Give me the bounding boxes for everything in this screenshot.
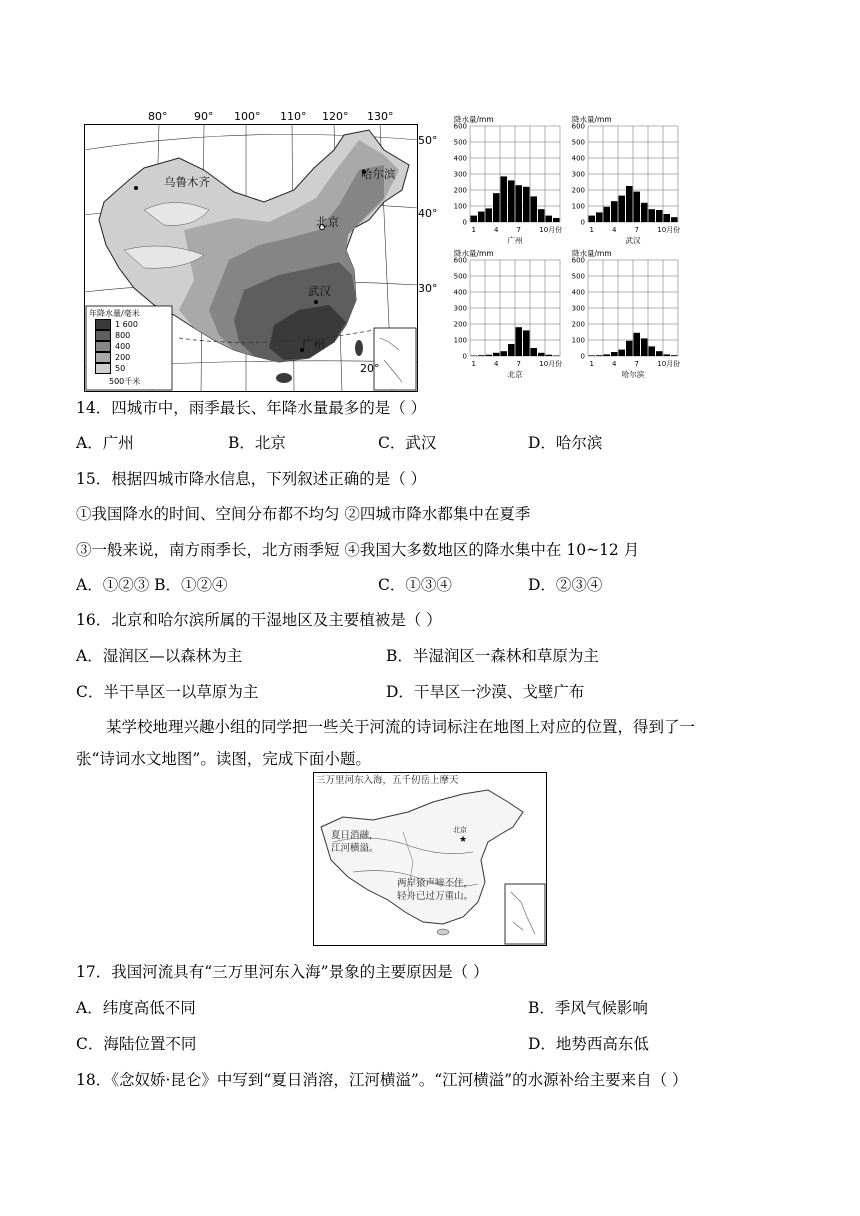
q15-stem: 15．根据四城市降水信息，下列叙述正确的是（ ） — [76, 470, 427, 488]
intro-line-1: 某学校地理兴趣小组的同学把一些关于河流的诗词标注在地图上对应的位置，得到了一 — [106, 718, 696, 736]
bar-chart-3 — [566, 248, 736, 380]
bar — [508, 180, 515, 222]
y-tick-label: 200 — [453, 186, 467, 195]
city-label-guangzhou: 广州 — [302, 337, 325, 351]
poem-left-text-2: 江河横溢。 — [331, 843, 379, 854]
y-axis-title: 降水量/mm — [572, 249, 612, 258]
q18-stem: 18．《念奴娇·昆仑》中写到“夏日消溶，江河横溢”。“江河横溢”的水源补给主要来自（ ） — [76, 1071, 688, 1089]
lon-label: 120° — [322, 110, 349, 123]
x-tick-label: 10月份 — [539, 226, 563, 234]
city-label-harbin: 哈尔滨 — [361, 167, 396, 181]
y-tick-label: 100 — [571, 202, 585, 211]
bar — [546, 216, 553, 222]
bar — [626, 341, 633, 356]
x-tick-label: 7 — [634, 360, 639, 368]
legend-swatch — [95, 341, 111, 352]
q17-option-d[interactable]: D．地势西高东低 — [528, 1035, 649, 1053]
q16-option-a[interactable]: A．湿润区—以森林为主 — [76, 647, 243, 665]
q16-option-d[interactable]: D．干旱区一沙漠、戈壁广布 — [386, 683, 585, 701]
bar — [493, 193, 500, 222]
y-tick-label: 300 — [571, 170, 585, 179]
q17-option-c[interactable]: C．海陆位置不同 — [76, 1035, 197, 1053]
city-label-wuhan: 武汉 — [308, 284, 331, 298]
chart-city-title: 北京 — [507, 370, 523, 379]
y-tick-label: 0 — [462, 218, 467, 227]
poem-top-text: 三万里河东入海，五千仞岳上摩天 — [316, 775, 459, 786]
bar — [619, 196, 626, 222]
q15-option-ab[interactable]: A．①②③ B．①②④ — [76, 576, 228, 594]
y-tick-label: 400 — [453, 154, 467, 163]
y-tick-label: 400 — [571, 154, 585, 163]
legend-label: 400 — [115, 342, 131, 351]
bar — [671, 217, 678, 222]
x-tick-label: 7 — [516, 226, 521, 234]
y-tick-label: 500 — [571, 138, 585, 147]
y-tick-label: 600 — [571, 256, 585, 265]
y-tick-label: 100 — [453, 202, 467, 211]
capital-star-icon: ★ — [459, 835, 468, 845]
bar — [516, 327, 523, 356]
y-tick-label: 0 — [462, 352, 467, 361]
bar-chart-1 — [566, 114, 736, 246]
lon-label: 110° — [280, 110, 307, 123]
lat-label: 50° — [418, 134, 438, 147]
legend-swatch — [95, 330, 111, 341]
bar — [508, 344, 515, 356]
precipitation-map — [84, 110, 438, 392]
q15-statement-1: ①我国降水的时间、空间分布都不均匀 ②四城市降水都集中在夏季 — [76, 505, 531, 523]
x-tick-label: 7 — [516, 360, 521, 368]
lat-label: 20° — [360, 362, 380, 375]
y-tick-label: 300 — [571, 304, 585, 313]
legend-row — [89, 319, 169, 330]
city-label-beijing: 北京 — [316, 215, 339, 229]
y-tick-label: 0 — [580, 218, 585, 227]
poem-capital-label: 北京 — [453, 826, 467, 834]
bar — [671, 355, 678, 356]
bar — [516, 185, 523, 222]
bar — [501, 351, 508, 356]
chart-city-title: 哈尔滨 — [621, 370, 645, 379]
bar — [493, 353, 500, 356]
x-tick-label: 4 — [494, 226, 499, 234]
bar — [656, 351, 663, 356]
bar — [553, 218, 560, 222]
x-tick-label: 4 — [612, 226, 617, 234]
y-tick-label: 600 — [571, 122, 585, 131]
x-tick-label: 1 — [471, 360, 476, 368]
bar — [538, 209, 545, 222]
bar — [656, 210, 663, 222]
legend-swatch — [95, 352, 111, 363]
x-tick-label: 1 — [589, 226, 594, 234]
x-tick-label: 10月份 — [657, 226, 681, 234]
q14-option-c[interactable]: C．武汉 — [378, 434, 437, 452]
lon-label: 80° — [148, 110, 168, 123]
legend-label: 200 — [115, 353, 131, 362]
lat-label: 30° — [418, 282, 438, 295]
bar — [589, 216, 596, 222]
q15-option-c[interactable]: C．①③④ — [378, 576, 452, 594]
x-tick-label: 1 — [471, 226, 476, 234]
bar — [596, 212, 603, 222]
bar — [634, 192, 641, 222]
legend-swatch — [95, 319, 111, 330]
legend-row — [89, 330, 169, 341]
q16-option-c[interactable]: C．半干旱区一以草原为主 — [76, 683, 259, 701]
bar — [634, 333, 641, 356]
bar — [664, 354, 671, 356]
legend-label: 800 — [115, 331, 131, 340]
bar — [649, 209, 656, 222]
bar — [523, 330, 530, 356]
bar — [619, 350, 626, 356]
bar — [471, 216, 478, 222]
q15-option-d[interactable]: D．②③④ — [528, 576, 603, 594]
q17-stem: 17．我国河流具有“三万里河东入海”景象的主要原因是（ ） — [76, 963, 489, 981]
q14-stem: 14．四城市中，雨季最长、年降水量最多的是（ ） — [76, 399, 427, 417]
y-axis-title: 降水量/mm — [572, 115, 612, 124]
x-tick-label: 1 — [589, 360, 594, 368]
bar — [478, 355, 485, 356]
y-tick-label: 100 — [571, 336, 585, 345]
y-tick-label: 600 — [453, 122, 467, 131]
lat-label: 40° — [418, 207, 438, 220]
y-tick-label: 500 — [453, 138, 467, 147]
bar — [478, 212, 485, 222]
q15-statement-2: ③一般来说，南方雨季长，北方雨季短 ④我国大多数地区的降水集中在 10~12 月 — [76, 541, 640, 559]
poem-left-text-1: 夏日消融， — [331, 830, 379, 841]
y-tick-label: 0 — [580, 352, 585, 361]
q16-stem: 16．北京和哈尔滨所属的干湿地区及主要植被是（ ） — [76, 611, 442, 629]
y-tick-label: 400 — [571, 288, 585, 297]
bar — [604, 354, 611, 356]
bar — [664, 214, 671, 222]
y-tick-label: 500 — [571, 272, 585, 281]
bar — [641, 338, 648, 356]
bar — [589, 355, 596, 356]
bar — [649, 346, 656, 356]
bar — [531, 348, 538, 356]
legend-row — [89, 341, 169, 352]
y-tick-label: 200 — [571, 186, 585, 195]
q17-option-a[interactable]: A．纬度高低不同 — [76, 999, 196, 1017]
q14-option-d[interactable]: D．哈尔滨 — [528, 434, 603, 452]
y-axis-title: 降水量/mm — [454, 115, 494, 124]
chart-city-title: 广州 — [507, 236, 523, 245]
legend-label: 50 — [115, 364, 126, 373]
poem-hydrology-map — [313, 772, 547, 946]
legend-swatch — [95, 363, 111, 374]
y-tick-label: 200 — [571, 320, 585, 329]
q16-option-b[interactable]: B．半湿润区一森林和草原为主 — [386, 647, 599, 665]
bar — [611, 201, 618, 222]
map-legend — [89, 308, 169, 387]
y-tick-label: 600 — [453, 256, 467, 265]
y-tick-label: 100 — [453, 336, 467, 345]
poem-right-text-2: 轻舟已过万重山。 — [397, 891, 474, 902]
y-tick-label: 300 — [453, 170, 467, 179]
legend-row — [89, 352, 169, 363]
x-tick-label: 4 — [494, 360, 499, 368]
bar — [546, 355, 553, 356]
bar — [531, 196, 538, 222]
x-tick-label: 10月份 — [539, 360, 563, 368]
bar — [611, 352, 618, 356]
x-tick-label: 4 — [612, 360, 617, 368]
y-tick-label: 500 — [453, 272, 467, 281]
x-tick-label: 7 — [634, 226, 639, 234]
intro-line-2: 张“诗词水文地图”。读图，完成下面小题。 — [76, 750, 371, 768]
y-axis-title: 降水量/mm — [454, 249, 494, 258]
bar — [626, 186, 633, 222]
city-label-urumqi: 乌鲁木齐 — [164, 175, 210, 189]
bar — [641, 203, 648, 222]
bar — [486, 355, 493, 356]
lon-label: 130° — [367, 110, 394, 123]
bar — [523, 187, 530, 222]
bar — [486, 208, 493, 222]
y-tick-label: 400 — [453, 288, 467, 297]
bar — [596, 355, 603, 356]
q17-option-b[interactable]: B．季风气候影响 — [528, 999, 648, 1017]
legend-label: 1 600 — [115, 320, 138, 329]
lon-label: 100° — [234, 110, 261, 123]
x-tick-label: 10月份 — [657, 360, 681, 368]
legend-row — [89, 363, 169, 374]
poem-right-text-1: 两岸猿声啼不住， — [397, 878, 474, 889]
bar — [604, 207, 611, 222]
q14-option-b[interactable]: B．北京 — [228, 434, 286, 452]
y-tick-label: 200 — [453, 320, 467, 329]
q14-option-a[interactable]: A．广州 — [76, 434, 134, 452]
chart-city-title: 武汉 — [625, 236, 641, 245]
bar — [538, 353, 545, 356]
scale-label: 500千米 — [109, 377, 141, 386]
lon-label: 90° — [194, 110, 214, 123]
bar — [501, 176, 508, 222]
y-tick-label: 300 — [453, 304, 467, 313]
legend-title: 年降水量/毫米 — [89, 309, 140, 318]
